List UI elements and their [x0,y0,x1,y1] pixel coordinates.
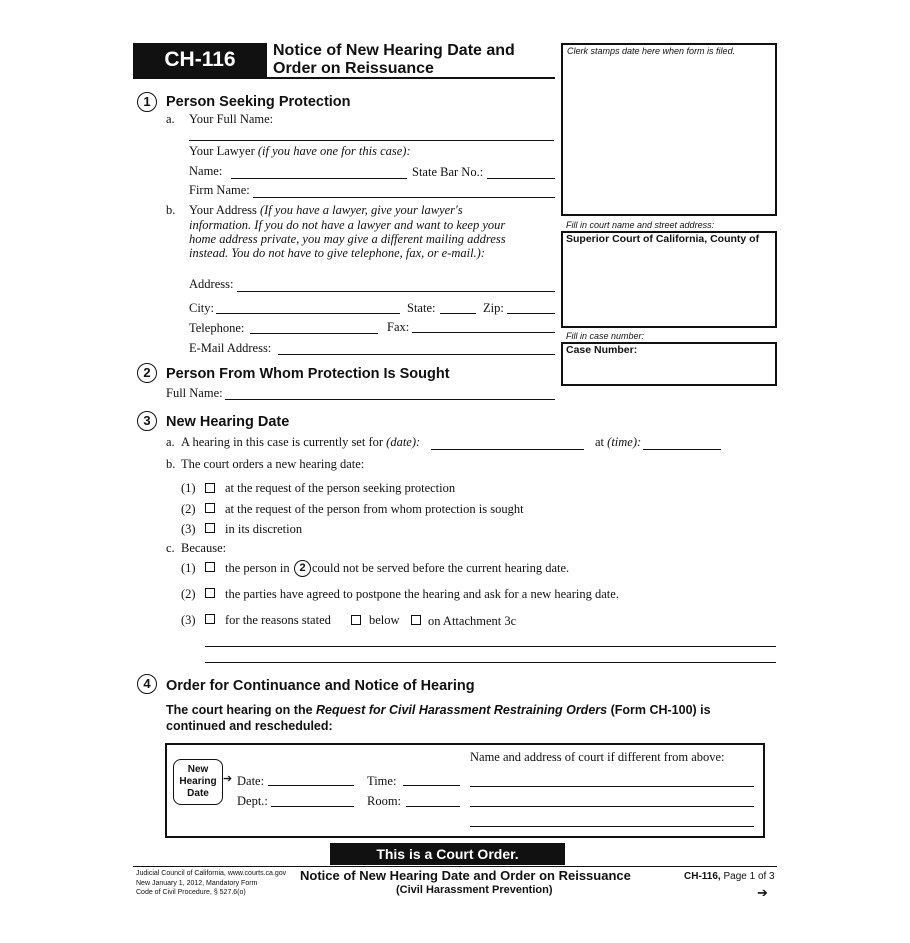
email-field[interactable] [278,354,555,355]
s3-a-letter: a. [166,435,175,449]
b-option-2-checkbox[interactable] [205,503,215,513]
b-option-3-num: (3) [181,522,196,536]
state-label: State: [407,301,436,315]
form-code-badge: CH-116 [133,43,267,77]
c-below-checkbox[interactable] [351,615,361,625]
c-option-2-checkbox[interactable] [205,588,215,598]
s2-full-name-field[interactable] [225,399,555,400]
state-bar-field[interactable] [487,178,555,179]
form-title-line2: Order on Reissuance [273,60,434,77]
arrow-icon: ➔ [223,773,233,785]
footer-left-info: Judicial Council of California, www.courts.ca.gov New January 1, 2012, Mandatory Form Code of Civil Procedure, § 527.6(o) [136,870,287,896]
dept-field[interactable] [271,806,354,807]
c-option-3-checkbox[interactable] [205,614,215,624]
address-field[interactable] [237,291,555,292]
firm-name-field[interactable] [253,197,555,198]
telephone-field[interactable] [250,333,378,334]
room-label: Room: [367,794,402,808]
city-label: City: [189,301,215,315]
c-option-2-text: the parties have agreed to postpone the hearing and ask for a new hearing date. [225,587,619,601]
email-label: E-Mail Address: [189,341,272,355]
c-option-1-num: (1) [181,561,196,575]
s3-c-letter: c. [166,541,175,555]
current-hearing-time-field[interactable] [643,449,721,450]
address-note-2: information. If you do not have a lawyer and want to keep your [189,218,506,232]
zip-label: Zip: [483,301,504,315]
case-number-label: Case Number: [566,344,638,356]
current-hearing-date-field[interactable] [431,449,584,450]
clerk-stamp-label: Clerk stamps date here when form is filed. [567,46,736,56]
section-2-title: Person From Whom Protection Is Sought [166,366,450,382]
court-alt-line-1[interactable] [470,786,754,787]
s3-c-text: Because: [181,541,227,555]
c-option-3-text: for the reasons stated [225,613,331,627]
case-number-caption: Fill in case number: [566,331,645,341]
reasons-line-1[interactable] [205,646,776,647]
new-time-label: Time: [367,774,397,788]
new-time-field[interactable] [403,785,460,786]
address-label: Address: [189,277,234,291]
clerk-stamp-box [561,43,777,216]
c-option-1-pre: the person in [225,561,290,575]
c-attachment-checkbox[interactable] [411,615,421,625]
s3-b-text: The court orders a new hearing date: [181,457,365,471]
s3-a-text: A hearing in this case is currently set for (date): [181,435,421,449]
court-order-banner: This is a Court Order. [330,843,565,865]
c-option-1-checkbox[interactable] [205,562,215,572]
fax-label: Fax: [387,320,410,334]
s2-full-name-label: Full Name: [166,386,223,400]
court-name-caption: Fill in court name and street address: [566,220,715,230]
section-4-title: Order for Continuance and Notice of Hearing [166,678,475,694]
state-bar-label: State Bar No.: [412,165,484,179]
header-rule [133,77,555,79]
new-date-field[interactable] [268,785,354,786]
s3-b-letter: b. [166,457,176,471]
city-field[interactable] [216,313,400,314]
telephone-label: Telephone: [189,321,245,335]
b-option-1-checkbox[interactable] [205,483,215,493]
s3-at-text: at (time): [595,435,642,449]
lawyer-name-field[interactable] [231,178,407,179]
c-attachment-text: on Attachment 3c [428,614,517,628]
court-alt-line-2[interactable] [470,806,754,807]
new-hearing-date-badge: New Hearing Date [173,759,223,805]
s1-b-letter: b. [166,203,176,217]
b-option-3-checkbox[interactable] [205,523,215,533]
court-alt-label: Name and address of court if different from above: [470,750,725,764]
footer-title: Notice of New Hearing Date and Order on Reissuance [300,868,631,883]
b-option-3-text: in its discretion [225,522,303,536]
c-option-1-post: could not be served before the current hearing date. [312,561,570,575]
section-1-title: Person Seeking Protection [166,94,351,110]
address-intro: Your Address (If you have a lawyer, give your lawyer's [189,203,463,217]
section-1-number: 1 [137,92,157,112]
s1-a-letter: a. [166,112,175,126]
b-option-2-text: at the request of the person from whom protection is sought [225,502,524,516]
address-note-4: instead. You do not have to give telephone, fax, or e-mail.): [189,246,486,260]
room-field[interactable] [406,806,460,807]
form-title-line1: Notice of New Hearing Date and [273,42,515,59]
c-below-text: below [369,613,400,627]
section-3-number: 3 [137,411,157,431]
address-note-3: home address private, you may give a different mailing address [189,232,506,246]
lawyer-label: Your Lawyer (if you have one for this case): [189,144,411,158]
footer-page-number: CH-116, Page 1 of 3 [684,871,775,882]
firm-name-label: Firm Name: [189,183,250,197]
reasons-line-2[interactable] [205,662,776,663]
footer-subtitle: (Civil Harassment Prevention) [396,884,553,896]
court-alt-line-3[interactable] [470,826,754,827]
footer-rule [133,866,777,867]
next-page-arrow-icon[interactable]: ➔ [757,885,768,900]
dept-label: Dept.: [237,794,268,808]
full-name-field[interactable] [189,140,554,141]
c-option-3-num: (3) [181,613,196,627]
section-2-number: 2 [137,363,157,383]
b-option-1-text: at the request of the person seeking protection [225,481,456,495]
court-name-box[interactable] [561,231,777,328]
fax-field[interactable] [412,332,555,333]
new-date-label: Date: [237,774,265,788]
section-4-body: The court hearing on the Request for Civil Harassment Restraining Orders (Form CH-100) is continued and rescheduled: [166,703,711,733]
court-name-value: Superior Court of California, County of [566,233,760,245]
lawyer-name-label: Name: [189,164,223,178]
c-option-1-circle-ref: 2 [294,560,311,577]
b-option-1-num: (1) [181,481,196,495]
section-3-title: New Hearing Date [166,414,290,430]
full-name-label: Your Full Name: [189,112,274,126]
section-4-number: 4 [137,674,157,694]
zip-field[interactable] [507,313,555,314]
c-option-2-num: (2) [181,587,196,601]
state-field[interactable] [440,313,476,314]
b-option-2-num: (2) [181,502,196,516]
